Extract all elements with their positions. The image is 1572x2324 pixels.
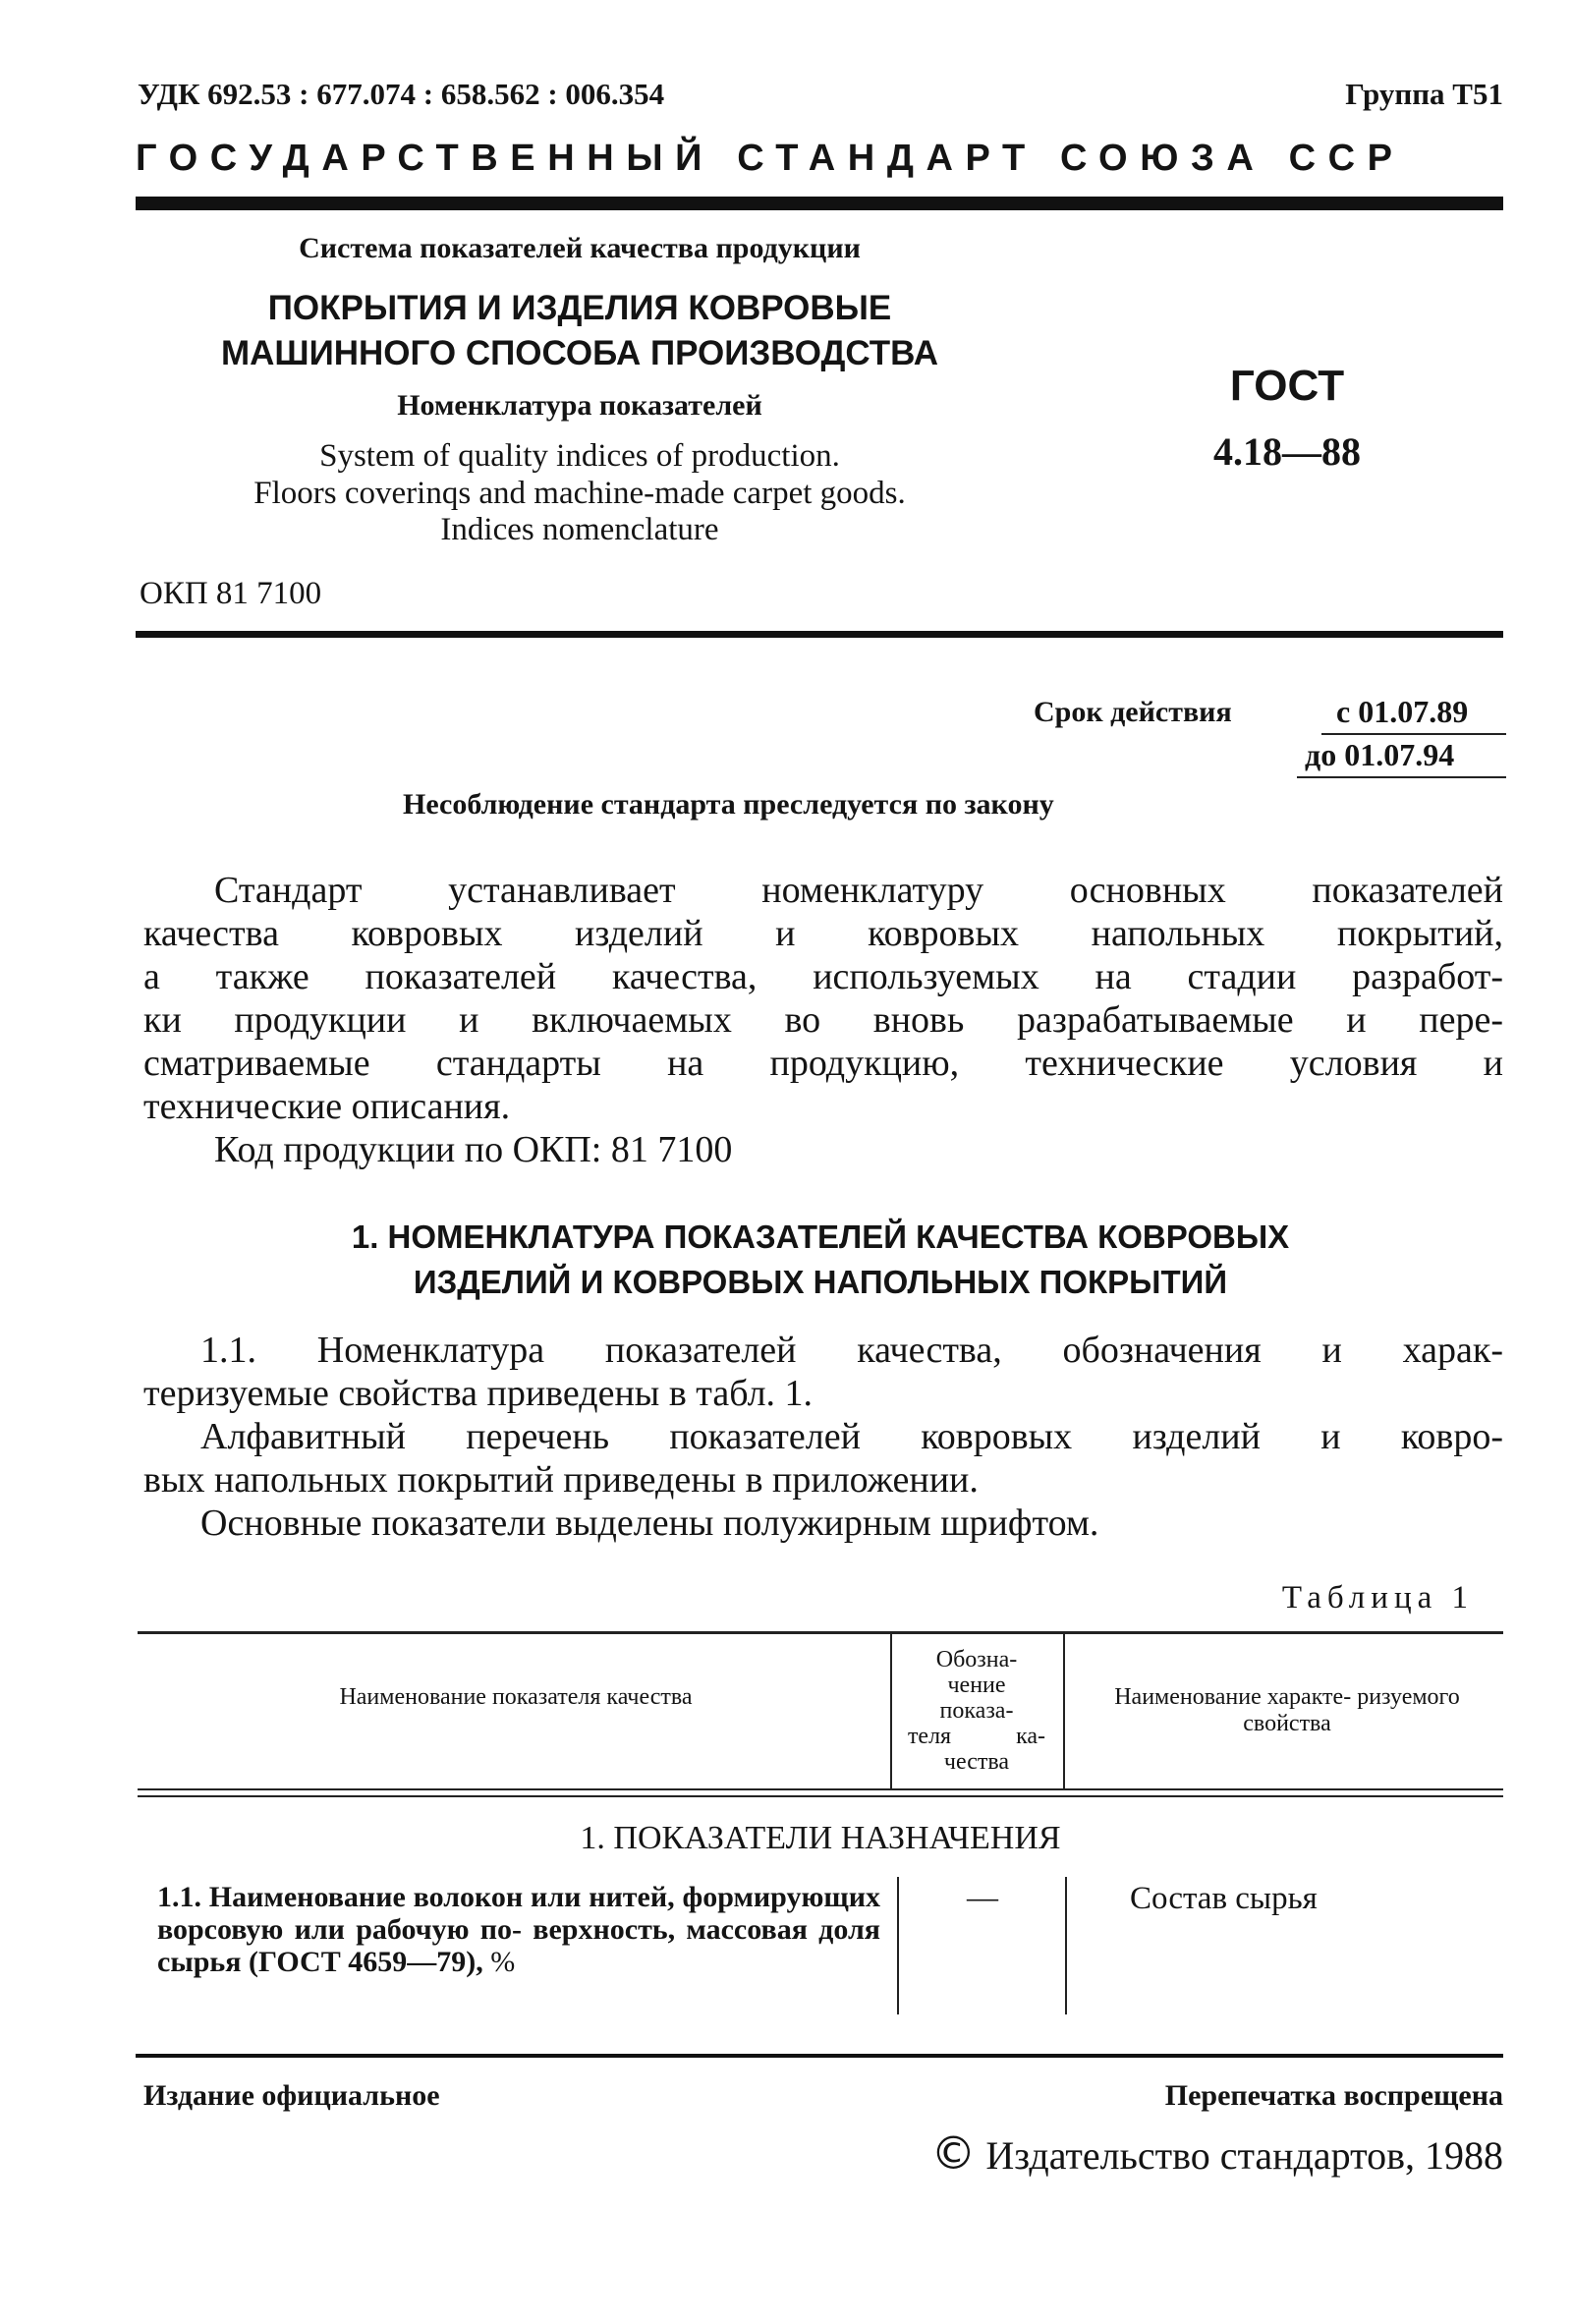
publisher: Издательство стандартов, 1988 xyxy=(985,2133,1503,2178)
table-header-divider-1 xyxy=(890,1634,892,1788)
table-header-property: Наименование характе- ризуемого свойства xyxy=(1114,1684,1460,1736)
table-header-divider-2 xyxy=(1063,1634,1065,1788)
table-header-indicator-name: Наименование показателя качества xyxy=(339,1684,693,1710)
group-code: Группа Т51 xyxy=(1345,77,1503,111)
okp-code: ОКП 81 7100 xyxy=(140,576,322,611)
system-title: Система показателей качества продукции xyxy=(299,232,861,264)
law-notice: Несоблюдение стандарта преследуется по закону xyxy=(403,788,1054,821)
english-title-line3: Indices nomenclature xyxy=(440,512,719,547)
table-row xyxy=(157,1881,880,1978)
copyright-icon: © xyxy=(930,2126,977,2180)
intro-line: а также показателей качества, используемых на стадии разработ- xyxy=(143,956,1503,997)
table-group-title: 1. ПОКАЗАТЕЛИ НАЗНАЧЕНИЯ xyxy=(580,1820,1061,1856)
official-edition: Издание официальное xyxy=(143,2079,440,2112)
english-title-line1: System of quality indices of production. xyxy=(319,438,840,474)
indicator-designation: — xyxy=(967,1879,998,1914)
intro-line: технические описания. xyxy=(143,1086,511,1127)
validity-from-underline xyxy=(1321,733,1506,735)
udc-code: УДК 692.53 : 677.074 : 658.562 : 006.354 xyxy=(138,77,665,111)
title-block-rule xyxy=(136,631,1503,638)
section1-line: 1.1. Номенклатура показателей качества, обозначения и харак- xyxy=(200,1330,1503,1371)
document-title-line1: ПОКРЫТИЯ И ИЗДЕЛИЯ КОВРОВЫЕ xyxy=(267,289,892,327)
section1-paragraphs xyxy=(143,1329,1503,1545)
validity-to-underline xyxy=(1297,776,1506,778)
intro-line: Стандарт устанавливает номенклатуру основных показателей xyxy=(214,870,1503,911)
intro-line: качества ковровых изделий и ковровых напольных покрытий, xyxy=(143,913,1503,954)
okp-product-code: Код продукции по ОКП: 81 7100 xyxy=(214,1129,733,1170)
copyright-line xyxy=(930,2126,1503,2180)
footer-rule xyxy=(136,2054,1503,2058)
section-heading-line1: 1. НОМЕНКЛАТУРА ПОКАЗАТЕЛЕЙ КАЧЕСТВА КОВРОВЫХ xyxy=(351,1219,1290,1255)
section1-line: вых напольных покрытий приведены в приложении. xyxy=(143,1459,979,1501)
section1-line: Основные показатели выделены полужирным шрифтом. xyxy=(200,1502,1099,1544)
document-subtitle: Номенклатура показателей xyxy=(397,389,762,422)
english-title-line2: Floors coverinqs and machine-made carpet goods. xyxy=(253,476,906,511)
table-body-divider-1 xyxy=(897,1877,899,2014)
header-thick-rule xyxy=(136,197,1503,210)
intro-paragraph xyxy=(143,869,1503,1171)
section-heading-line2: ИЗДЕЛИЙ И КОВРОВЫХ НАПОЛЬНЫХ ПОКРЫТИЙ xyxy=(413,1264,1228,1300)
table-body-divider-2 xyxy=(1065,1877,1067,2014)
table-header-rule-1 xyxy=(138,1788,1503,1790)
table-header-designation: Обозна- чение показа- теля ка- чества xyxy=(907,1647,1046,1775)
indicator-name: 1.1. Наименование волокон или нитей, формирующих ворсовую или рабочую по- верхность, массовая доля сырья (ГОСТ 4659—79), xyxy=(157,1881,880,1978)
section1-line: теризуемые свойства приведены в табл. 1. xyxy=(143,1373,814,1414)
intro-line: сматриваемые стандарты на продукцию, технические условия и xyxy=(143,1043,1503,1084)
gost-label: ГОСТ xyxy=(1229,362,1345,410)
state-standard-banner: ГОСУДАРСТВЕННЫЙ СТАНДАРТ СОЮЗА ССР xyxy=(136,138,1405,179)
reprint-notice: Перепечатка воспрещена xyxy=(1164,2079,1503,2112)
validity-label: Срок действия xyxy=(1034,696,1232,728)
table-top-rule xyxy=(138,1631,1503,1634)
indicator-unit: % xyxy=(490,1946,516,1978)
table-header-rule-2 xyxy=(138,1795,1503,1797)
characterized-property: Состав сырья xyxy=(1130,1881,1318,1916)
table-caption: Таблица 1 xyxy=(1281,1580,1474,1615)
validity-to: до 01.07.94 xyxy=(1305,737,1455,772)
document-title-line2: МАШИННОГО СПОСОБА ПРОИЗВОДСТВА xyxy=(220,334,938,372)
gost-number: 4.18—88 xyxy=(1213,429,1361,474)
validity-from: с 01.07.89 xyxy=(1336,694,1469,729)
section1-line: Алфавитный перечень показателей ковровых изделий и ковро- xyxy=(200,1416,1503,1457)
intro-line: ки продукции и включаемых во вновь разрабатываемые и пере- xyxy=(143,999,1503,1041)
